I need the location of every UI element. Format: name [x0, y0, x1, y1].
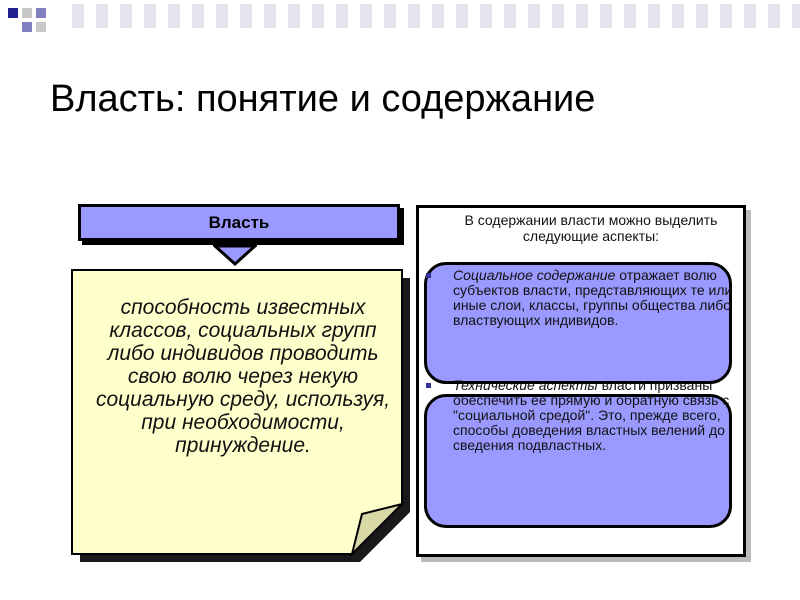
definition-text: способность известных классов, социальных групп либо индивидов проводить свою волю через некую социальную среду, используя, при необходимости, принуждение. [95, 296, 391, 457]
aspects-intro: В содержании власти можно выделить следующие аспекты: [464, 212, 718, 244]
social-aspect-rest: отражает волю субъектов власти, представляющих те или иные слои, классы, группы общества либо властвующих индивидов. [453, 267, 733, 328]
slide-title: Власть: понятие и содержание [50, 78, 596, 120]
corner-decoration [0, 0, 60, 40]
deco-square [22, 22, 32, 32]
bullet-icon [426, 273, 431, 278]
social-aspect-text [453, 268, 735, 328]
technical-aspect-text [453, 378, 735, 453]
pointer-arrow [213, 244, 257, 266]
deco-square [8, 8, 18, 18]
deco-square [22, 8, 32, 18]
social-aspect-lead: Социальное содержание [453, 267, 616, 283]
technical-aspect-rest: власти призваны обеспечить ее прямую и обратную связь с "социальной средой". Это, прежде всего, способы доведения властных велений до сведения подвластных. [453, 377, 730, 453]
technical-aspect-lead: Технические аспекты [453, 377, 598, 393]
bullet-icon [426, 383, 431, 388]
deco-square [36, 22, 46, 32]
definition-header-label: Власть [208, 212, 270, 232]
definition-header [78, 204, 400, 241]
deco-square [36, 8, 46, 18]
top-band [60, 4, 800, 28]
